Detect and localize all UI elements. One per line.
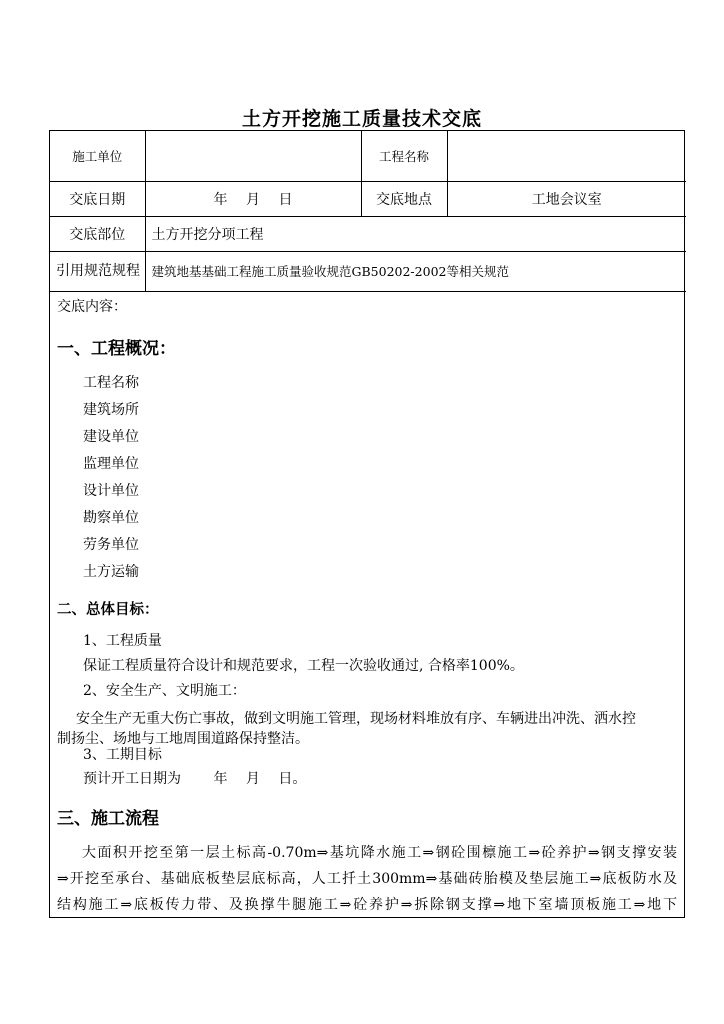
disclosure-sheet bbox=[49, 130, 685, 918]
project-name-label: 工程名称 bbox=[361, 131, 447, 181]
part-label: 交底部位 bbox=[50, 216, 145, 251]
schedule-text: 预计开工日期为 年 月 日。 bbox=[83, 770, 307, 787]
date-label: 交底日期 bbox=[50, 181, 145, 216]
quality-text: 保证工程质量符合设计和规范要求，工程一次验收通过, 合格率100%。 bbox=[83, 657, 524, 674]
overview-item: 劳务单位 bbox=[83, 536, 139, 553]
section2-heading: 二、总体目标： bbox=[57, 601, 159, 618]
overview-item: 勘察单位 bbox=[83, 509, 139, 526]
project-name-value[interactable] bbox=[447, 131, 686, 181]
flow-line3: 结构施工⇒底板传力带、及换撑牛腿施工⇒砼养护⇒拆除钢支撑⇒地下室墙顶板施工⇒地下 bbox=[57, 896, 677, 913]
flow-line2: ⇒开挖至承台、基础底板垫层底标高，人工扦土300mm⇒基础砖胎模及垫层施工⇒底板防水及 bbox=[57, 870, 677, 887]
ref-label: 引用规范规程 bbox=[50, 251, 145, 291]
section3-heading: 三、施工流程 bbox=[57, 808, 159, 829]
overview-item: 工程名称 bbox=[83, 374, 139, 391]
document-title: 土方开挖施工质量技术交底 bbox=[241, 108, 482, 130]
date-value[interactable]: 年 月 日 bbox=[145, 181, 361, 216]
part-value[interactable]: 土方开挖分项工程 bbox=[145, 216, 686, 251]
safety-text-line2: 制扬尘、场地与工地周围道路保持整洁。 bbox=[57, 730, 309, 747]
schedule-title: 3、工期目标 bbox=[83, 746, 162, 763]
overview-item: 建设单位 bbox=[83, 428, 139, 445]
construction-unit-label: 施工单位 bbox=[50, 131, 145, 181]
info-table bbox=[50, 131, 686, 292]
section1-heading: 一、工程概况： bbox=[57, 338, 176, 359]
content-label: 交底内容： bbox=[57, 298, 127, 315]
overview-item: 监理单位 bbox=[83, 455, 139, 472]
overview-item: 建筑场所 bbox=[83, 401, 139, 418]
safety-title: 2、安全生产、文明施工： bbox=[83, 682, 246, 699]
disclosure-content bbox=[50, 292, 684, 920]
flow-line1: 大面积开挖至第一层土标高-0.70m⇒基坑降水施工⇒钢砼围檩施工⇒砼养护⇒钢支撑安装 bbox=[82, 844, 677, 861]
quality-title: 1、工程质量 bbox=[83, 632, 162, 649]
place-label: 交底地点 bbox=[361, 181, 447, 216]
place-value[interactable]: 工地会议室 bbox=[447, 181, 686, 216]
overview-item: 设计单位 bbox=[83, 482, 139, 499]
ref-value[interactable]: 建筑地基基础工程施工质量验收规范GB50202-2002等相关规范 bbox=[145, 251, 686, 291]
construction-unit-value[interactable] bbox=[145, 131, 361, 181]
overview-item: 土方运输 bbox=[83, 563, 139, 580]
safety-text-line1: 安全生产无重大伤亡事故，做到文明施工管理，现场材料堆放有序、车辆进出冲洗、洒水控 bbox=[76, 710, 636, 727]
